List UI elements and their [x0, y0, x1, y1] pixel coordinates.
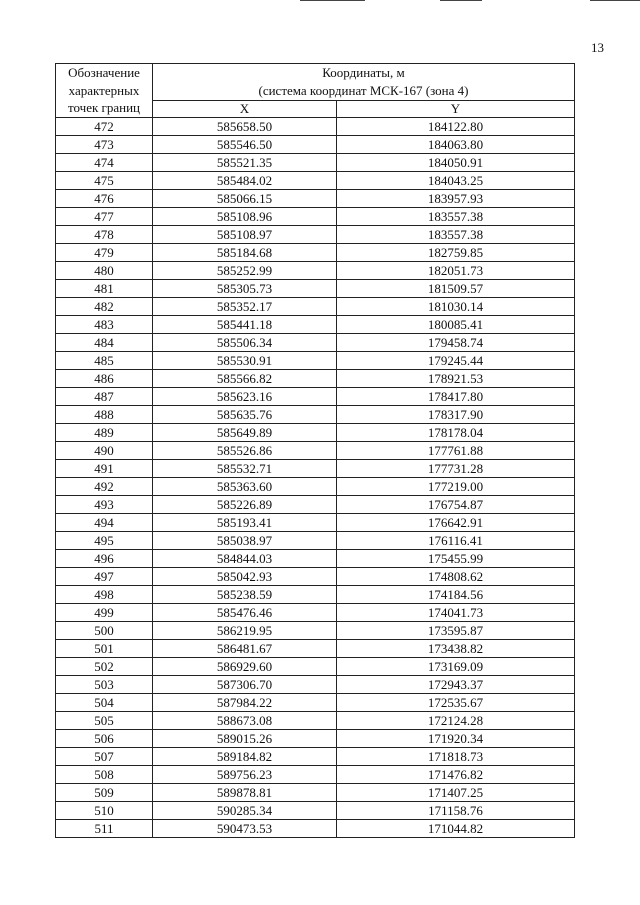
y-coordinate-cell: 182759.85 [337, 244, 575, 262]
y-coordinate-cell: 181030.14 [337, 298, 575, 316]
x-coordinate-cell: 585566.82 [153, 370, 337, 388]
x-coordinate-cell: 589184.82 [153, 748, 337, 766]
table-row [56, 262, 575, 280]
x-coordinate-cell: 585476.46 [153, 604, 337, 622]
coordinate-system-label: (система координат МСК-167 (зона 4) [258, 83, 469, 98]
table-row [56, 460, 575, 478]
table-row [56, 334, 575, 352]
x-coordinate-cell: 589756.23 [153, 766, 337, 784]
y-coordinate-cell: 178317.90 [337, 406, 575, 424]
table-row [56, 298, 575, 316]
table-row [56, 190, 575, 208]
point-id-cell: 484 [56, 334, 153, 352]
coordinates-header-title: Координаты, м [322, 65, 405, 80]
point-id-cell: 493 [56, 496, 153, 514]
y-coordinate-cell: 184050.91 [337, 154, 575, 172]
y-coordinate-cell: 179245.44 [337, 352, 575, 370]
x-coordinate-cell: 588673.08 [153, 712, 337, 730]
table-row [56, 532, 575, 550]
table-row [56, 730, 575, 748]
x-coordinate-cell: 585532.71 [153, 460, 337, 478]
point-id-cell: 507 [56, 748, 153, 766]
table-row [56, 226, 575, 244]
point-id-cell: 495 [56, 532, 153, 550]
y-coordinate-cell: 175455.99 [337, 550, 575, 568]
x-coordinate-cell: 585042.93 [153, 568, 337, 586]
y-coordinate-cell: 173595.87 [337, 622, 575, 640]
point-id-cell: 504 [56, 694, 153, 712]
x-coordinate-cell: 590285.34 [153, 802, 337, 820]
x-coordinate-cell: 585441.18 [153, 316, 337, 334]
table-row [56, 604, 575, 622]
y-coordinate-cell: 183957.93 [337, 190, 575, 208]
y-coordinate-cell: 171818.73 [337, 748, 575, 766]
table-row [56, 658, 575, 676]
table-row [56, 748, 575, 766]
y-coordinate-cell: 184043.25 [337, 172, 575, 190]
y-coordinate-cell: 171407.25 [337, 784, 575, 802]
table-row [56, 136, 575, 154]
point-id-cell: 478 [56, 226, 153, 244]
x-coordinate-cell: 584844.03 [153, 550, 337, 568]
point-id-cell: 475 [56, 172, 153, 190]
table-row [56, 406, 575, 424]
point-id-cell: 476 [56, 190, 153, 208]
y-coordinate-cell: 171158.76 [337, 802, 575, 820]
x-coordinate-cell: 586219.95 [153, 622, 337, 640]
table-row [56, 622, 575, 640]
x-coordinate-cell: 585526.86 [153, 442, 337, 460]
point-id-cell: 486 [56, 370, 153, 388]
point-id-cell: 481 [56, 280, 153, 298]
y-coordinate-cell: 182051.73 [337, 262, 575, 280]
x-coordinate-cell: 585193.41 [153, 514, 337, 532]
x-coordinate-cell: 590473.53 [153, 820, 337, 838]
point-id-cell: 498 [56, 586, 153, 604]
y-coordinate-cell: 176116.41 [337, 532, 575, 550]
x-coordinate-cell: 586481.67 [153, 640, 337, 658]
point-id-cell: 488 [56, 406, 153, 424]
table-row [56, 550, 575, 568]
y-coordinate-cell: 181509.57 [337, 280, 575, 298]
table-row [56, 370, 575, 388]
y-coordinate-cell: 184122.80 [337, 118, 575, 136]
table-row [56, 280, 575, 298]
y-coordinate-cell: 177761.88 [337, 442, 575, 460]
x-coordinate-cell: 585352.17 [153, 298, 337, 316]
x-coordinate-cell: 585108.96 [153, 208, 337, 226]
y-coordinate-cell: 171044.82 [337, 820, 575, 838]
table-row [56, 388, 575, 406]
y-coordinate-cell: 171476.82 [337, 766, 575, 784]
point-id-cell: 497 [56, 568, 153, 586]
x-coordinate-cell: 585623.16 [153, 388, 337, 406]
point-id-cell: 502 [56, 658, 153, 676]
table-row [56, 496, 575, 514]
x-coordinate-cell: 585066.15 [153, 190, 337, 208]
point-id-cell: 510 [56, 802, 153, 820]
table-row [56, 424, 575, 442]
point-header-line: Обозначение [68, 65, 140, 81]
point-header-line: точек границ [67, 100, 141, 116]
x-coordinate-cell: 585363.60 [153, 478, 337, 496]
point-id-cell: 506 [56, 730, 153, 748]
y-coordinate-cell: 173169.09 [337, 658, 575, 676]
y-coordinate-cell: 174184.56 [337, 586, 575, 604]
y-coordinate-cell: 178178.04 [337, 424, 575, 442]
y-coordinate-cell: 172943.37 [337, 676, 575, 694]
point-id-cell: 485 [56, 352, 153, 370]
y-coordinate-cell: 178921.53 [337, 370, 575, 388]
y-coordinate-cell: 173438.82 [337, 640, 575, 658]
point-id-cell: 501 [56, 640, 153, 658]
x-coordinate-cell: 585038.97 [153, 532, 337, 550]
page-number: 13 [591, 40, 604, 55]
table-body [56, 118, 575, 838]
table-row [56, 172, 575, 190]
point-id-cell: 503 [56, 676, 153, 694]
point-id-cell: 511 [56, 820, 153, 838]
point-header-line: характерных [68, 82, 140, 98]
table-row [56, 154, 575, 172]
table-row [56, 316, 575, 334]
y-coordinate-cell: 172124.28 [337, 712, 575, 730]
y-coordinate-cell: 177731.28 [337, 460, 575, 478]
point-id-cell: 487 [56, 388, 153, 406]
x-coordinate-cell: 585649.89 [153, 424, 337, 442]
table-row [56, 568, 575, 586]
point-id-cell: 500 [56, 622, 153, 640]
table-row [56, 694, 575, 712]
table-row [56, 640, 575, 658]
x-coordinate-cell: 585238.59 [153, 586, 337, 604]
top-edge-mark [300, 0, 365, 1]
point-id-cell: 479 [56, 244, 153, 262]
point-id-cell: 508 [56, 766, 153, 784]
table-row [56, 244, 575, 262]
x-coordinate-cell: 585546.50 [153, 136, 337, 154]
point-id-cell: 474 [56, 154, 153, 172]
y-column-header: Y [337, 101, 575, 118]
point-id-cell: 472 [56, 118, 153, 136]
table-row [56, 766, 575, 784]
x-column-header: X [153, 101, 337, 118]
table-row [56, 442, 575, 460]
y-coordinate-cell: 174041.73 [337, 604, 575, 622]
top-edge-mark [590, 0, 640, 1]
point-id-cell: 492 [56, 478, 153, 496]
table-row [56, 352, 575, 370]
x-coordinate-cell: 585108.97 [153, 226, 337, 244]
point-id-cell: 491 [56, 460, 153, 478]
x-coordinate-cell: 585635.76 [153, 406, 337, 424]
y-coordinate-cell: 179458.74 [337, 334, 575, 352]
x-coordinate-cell: 586929.60 [153, 658, 337, 676]
x-coordinate-cell: 585658.50 [153, 118, 337, 136]
table-row [56, 514, 575, 532]
point-id-cell: 483 [56, 316, 153, 334]
table-row [56, 586, 575, 604]
y-coordinate-cell: 178417.80 [337, 388, 575, 406]
y-coordinate-cell: 180085.41 [337, 316, 575, 334]
point-id-cell: 490 [56, 442, 153, 460]
x-coordinate-cell: 585184.68 [153, 244, 337, 262]
x-coordinate-cell: 585305.73 [153, 280, 337, 298]
table-row [56, 820, 575, 838]
point-designation-header [56, 64, 153, 118]
y-coordinate-cell: 172535.67 [337, 694, 575, 712]
point-id-cell: 505 [56, 712, 153, 730]
point-id-cell: 509 [56, 784, 153, 802]
table-row [56, 712, 575, 730]
table-row [56, 118, 575, 136]
y-coordinate-cell: 183557.38 [337, 226, 575, 244]
x-coordinate-cell: 585530.91 [153, 352, 337, 370]
table-row [56, 208, 575, 226]
y-coordinate-cell: 177219.00 [337, 478, 575, 496]
y-coordinate-cell: 176754.87 [337, 496, 575, 514]
x-coordinate-cell: 585506.34 [153, 334, 337, 352]
x-coordinate-cell: 589878.81 [153, 784, 337, 802]
x-coordinate-cell: 587306.70 [153, 676, 337, 694]
table-row [56, 802, 575, 820]
point-id-cell: 473 [56, 136, 153, 154]
table-row [56, 676, 575, 694]
point-id-cell: 494 [56, 514, 153, 532]
y-coordinate-cell: 183557.38 [337, 208, 575, 226]
point-id-cell: 489 [56, 424, 153, 442]
table-row [56, 478, 575, 496]
point-id-cell: 477 [56, 208, 153, 226]
point-id-cell: 482 [56, 298, 153, 316]
x-coordinate-cell: 589015.26 [153, 730, 337, 748]
table-row [56, 784, 575, 802]
y-coordinate-cell: 184063.80 [337, 136, 575, 154]
point-id-cell: 499 [56, 604, 153, 622]
x-coordinate-cell: 587984.22 [153, 694, 337, 712]
x-coordinate-cell: 585484.02 [153, 172, 337, 190]
x-coordinate-cell: 585521.35 [153, 154, 337, 172]
coordinates-table [55, 63, 575, 838]
coordinates-header [153, 64, 575, 101]
point-id-cell: 480 [56, 262, 153, 280]
y-coordinate-cell: 174808.62 [337, 568, 575, 586]
x-coordinate-cell: 585252.99 [153, 262, 337, 280]
x-coordinate-cell: 585226.89 [153, 496, 337, 514]
point-id-cell: 496 [56, 550, 153, 568]
y-coordinate-cell: 176642.91 [337, 514, 575, 532]
y-coordinate-cell: 171920.34 [337, 730, 575, 748]
top-edge-mark [440, 0, 482, 1]
